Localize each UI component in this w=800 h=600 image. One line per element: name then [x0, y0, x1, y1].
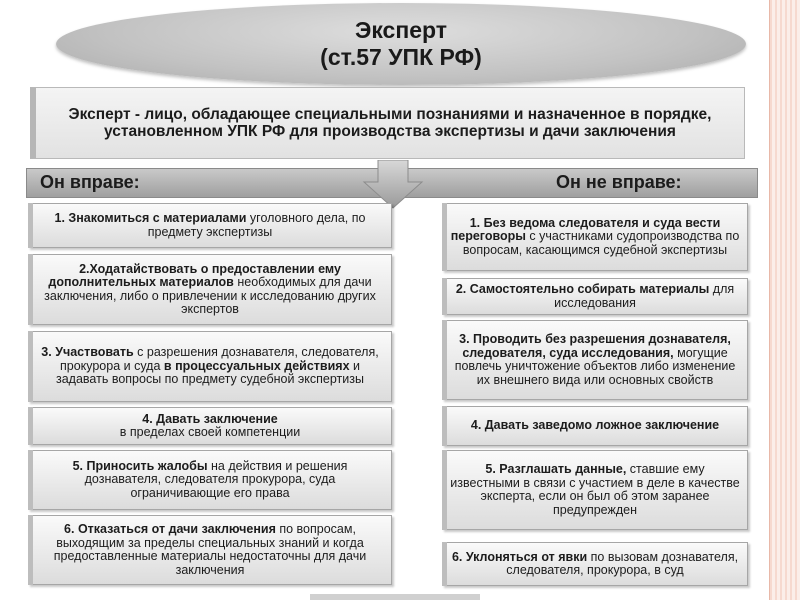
prohibition-item-4-bold: 4. Давать заведомо ложное заключение	[470, 418, 720, 433]
definition-text: Эксперт - лицо, обладающее специальными познаниями и назначенное в порядке, установленном УПК РФ для производства экспертизы и дачи заключения	[68, 106, 712, 140]
definition-box	[30, 87, 745, 159]
right-item-3-text: и задавать вопросы по предмету судебной экспертизы	[56, 358, 364, 387]
right-item-5	[28, 450, 392, 510]
prohibition-item-5-text: ставшие ему известными в связи с участием в деле в качестве эксперта, если он был об этом заранее предупрежден	[450, 462, 740, 517]
right-item-1-text: уголовного дела, по предмету экспертизы	[147, 211, 366, 239]
prohibition-item-1-bold: 1. Без ведома следователя и суда вести переговоры	[450, 215, 721, 244]
right-item-3-bold2: в процессуальных действиях	[163, 358, 350, 373]
prohibitions-header: Он не вправе:	[556, 172, 682, 192]
title-ellipse	[56, 3, 746, 85]
right-item-6-text: по вопросам, выходящим за пределы специальных знаний и когда предоставленные материалы недостаточны для дачи заключения	[53, 522, 367, 577]
right-item-2	[28, 254, 392, 325]
right-item-3-bold: 3. Участвовать	[41, 345, 134, 360]
right-item-5-bold: 5. Приносить жалобы	[72, 458, 208, 473]
right-item-2-text: необходимых для дачи заключения, либо о привлечении к исследованию других экспертов	[44, 275, 376, 316]
right-item-6-bold: 6. Отказаться от дачи заключения	[64, 522, 276, 536]
prohibition-item-5	[442, 450, 748, 530]
prohibition-item-2	[442, 278, 748, 315]
prohibition-item-6-text: по вызовам дознавателя, следователя, прокурора, в суд	[506, 549, 739, 577]
title-line1: Эксперт	[354, 17, 448, 43]
right-item-1	[28, 203, 392, 248]
prohibition-item-4	[442, 406, 748, 446]
prohibition-item-5-bold: 5. Разглашать данные,	[485, 462, 627, 476]
prohibition-item-3	[442, 320, 748, 400]
prohibition-item-6	[442, 542, 748, 586]
prohibition-item-2-text: для исследования	[554, 282, 735, 310]
right-item-6	[28, 515, 392, 585]
right-item-3-mid: с разрешения дознавателя, следователя, прокурора и суда	[59, 345, 379, 373]
prohibition-item-3-bold: 3. Проводить без разрешения дознавателя, следователя, суда исследования,	[459, 332, 731, 360]
decorative-stripe	[770, 0, 800, 600]
prohibition-item-3-text: могущие повлечь уничтожение объектов либо изменение их внешнего вида или основных свойств	[454, 345, 736, 387]
right-item-4	[28, 407, 392, 445]
right-item-1-bold: 1. Знакомиться с материалами	[54, 211, 247, 225]
right-item-5-text: на действия и решения дознавателя, следователя прокурора, суда ограничивающие его права	[84, 458, 348, 500]
prohibition-item-1	[442, 203, 748, 271]
right-item-4-bold: 4. Давать заключение	[142, 411, 278, 426]
right-item-3	[28, 331, 392, 402]
prohibition-item-6-bold: 6. Уклоняться от явки	[451, 549, 588, 564]
prohibition-item-2-bold: 2. Самостоятельно собирать материалы	[455, 282, 710, 296]
rights-header: Он вправе:	[40, 172, 140, 192]
stripe-divider	[769, 0, 770, 600]
prohibition-item-1-text: с участниками судопроизводства по вопросам, касающимся судебной экспертизы	[462, 229, 740, 257]
bottom-shadow	[310, 594, 480, 600]
right-item-2-bold: 2.Ходатайствовать о предоставлении ему дополнительных материалов	[48, 261, 341, 289]
right-item-4-text: в пределах своей компетенции	[119, 425, 301, 439]
title-line2: (ст.57 УПК РФ)	[320, 44, 482, 70]
